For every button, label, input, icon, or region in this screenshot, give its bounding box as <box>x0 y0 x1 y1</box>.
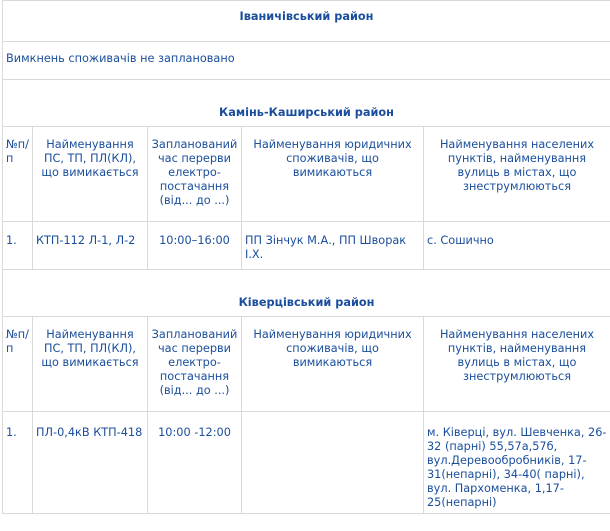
table-header-row <box>3 317 610 412</box>
no-outage-note: Вимкнень споживачів не заплановано <box>3 42 610 80</box>
no-outage-row <box>3 42 610 80</box>
table-row <box>3 222 610 270</box>
row-time: 10:00–16:00 <box>148 222 242 270</box>
header-cell-consumers: Найменування юридичних споживачів, що вимикаються <box>242 317 424 412</box>
header-cell-object: Найменування ПС, ТП, ПЛ(КЛ), що вимикається <box>33 317 148 412</box>
district-header-row <box>3 80 610 127</box>
header-cell-places: Найменування населених пунктів, найменування вулиць в містах, що знеструмлюються <box>424 317 610 412</box>
district-title: Ківерцівський район <box>3 270 610 317</box>
header-cell-object: Найменування ПС, ТП, ПЛ(КЛ), що вимикається <box>33 127 148 222</box>
table-header-row <box>3 127 610 222</box>
row-places: м. Ківерці, вул. Шевченка, 26-32 (парні) 55,57а,57б, вул.Деревообробників, 17-31(непарні), 34-40( парні), вул. Пархоменка, 1,17-25(непарні) <box>424 412 610 514</box>
header-cell-time: Запланований час перерви електро-постачання (від... до ...) <box>148 317 242 412</box>
district-header-row <box>3 1 610 42</box>
district-header-row <box>3 270 610 317</box>
row-object: ПЛ-0,4кВ КТП-418 <box>33 412 148 514</box>
row-time: 10:00 -12:00 <box>148 412 242 514</box>
outage-schedule-table <box>2 0 610 514</box>
row-consumers: ПП Зінчук М.А., ПП Шворак І.Х. <box>242 222 424 270</box>
header-cell-number: №п/п <box>3 317 33 412</box>
row-places: с. Сошично <box>424 222 610 270</box>
district-title: Камінь-Каширський район <box>3 80 610 127</box>
header-cell-places: Найменування населених пунктів, найменування вулиць в містах, що знеструмлюються <box>424 127 610 222</box>
row-number: 1. <box>3 412 33 514</box>
header-cell-consumers: Найменування юридичних споживачів, що вимикаються <box>242 127 424 222</box>
table-row <box>3 412 610 514</box>
row-object: КТП-112 Л-1, Л-2 <box>33 222 148 270</box>
header-cell-time: Запланований час перерви електро-постачання (від... до ...) <box>148 127 242 222</box>
row-number: 1. <box>3 222 33 270</box>
district-title: Іваничівський район <box>3 1 610 42</box>
row-consumers <box>242 412 424 514</box>
header-cell-number: №п/п <box>3 127 33 222</box>
